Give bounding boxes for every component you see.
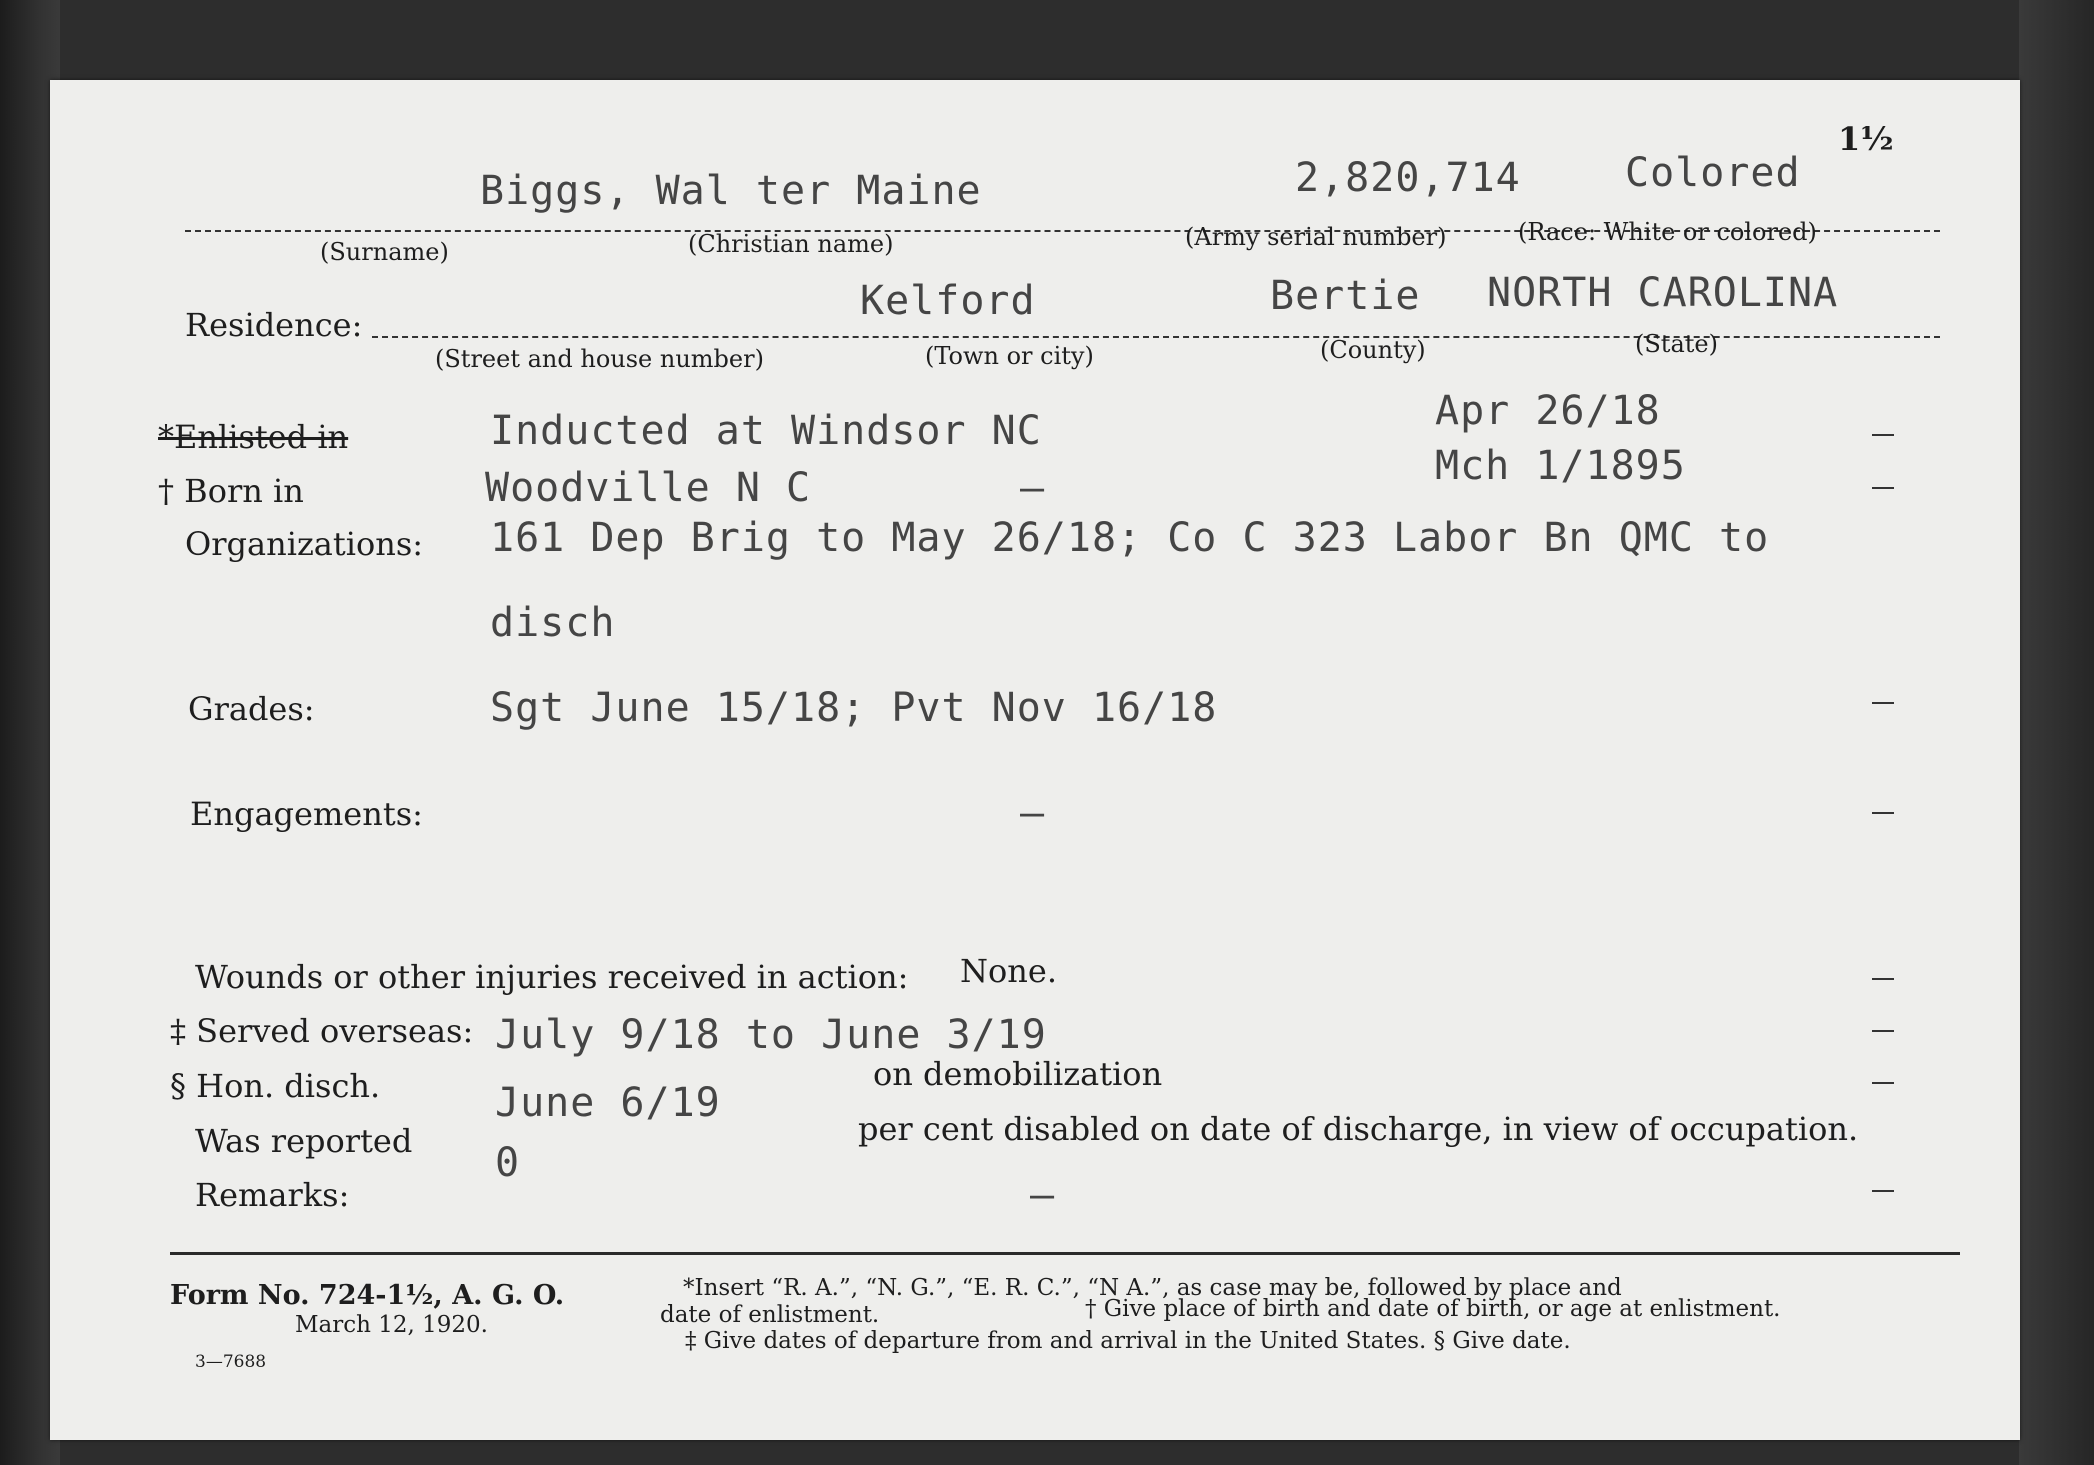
bleed-through-mark bbox=[550, 92, 1650, 122]
overseas-value: July 9/18 to June 3/19 bbox=[495, 1012, 1047, 1058]
remarks-value: – bbox=[1030, 1172, 1056, 1218]
overseas-dash bbox=[1872, 1030, 1894, 1032]
form-date: March 12, 1920. bbox=[295, 1312, 488, 1338]
engagements-label: Engagements: bbox=[190, 795, 423, 833]
remarks-label: Remarks: bbox=[195, 1176, 350, 1214]
wounds-value: None. bbox=[960, 952, 1057, 990]
caption-street: (Street and house number) bbox=[435, 345, 764, 373]
enlisted-date: Apr 26/18 bbox=[1435, 388, 1661, 434]
grades-dash bbox=[1872, 702, 1894, 704]
caption-christian-name: (Christian name) bbox=[688, 230, 894, 258]
organizations-line-2: disch bbox=[490, 600, 616, 646]
hon-disch-value: June 6/19 bbox=[495, 1080, 721, 1126]
caption-race: (Race: White or colored) bbox=[1518, 218, 1817, 246]
reported-text: per cent disabled on date of discharge, in view of occupation. bbox=[858, 1110, 1859, 1148]
hon-disch-dash bbox=[1872, 1082, 1894, 1084]
wounds-dash bbox=[1872, 978, 1894, 980]
residence-town: Kelford bbox=[860, 278, 1036, 324]
wounds-label: Wounds or other injuries received in action: bbox=[195, 958, 909, 996]
caption-state: (State) bbox=[1635, 330, 1718, 358]
enlisted-label: *Enlisted in bbox=[158, 418, 349, 456]
caption-surname: (Surname) bbox=[320, 238, 449, 266]
grades-value: Sgt June 15/18; Pvt Nov 16/18 bbox=[490, 685, 1218, 731]
organizations-line-1: 161 Dep Brig to May 26/18; Co C 323 Labor Bn QMC to bbox=[490, 515, 1770, 561]
footer-note-insert: *Insert “R. A.”, “N. G.”, “E. R. C.”, “N A.”, as case may be, followed by place and bbox=[683, 1275, 1622, 1301]
caption-serial-number: (Army serial number) bbox=[1185, 223, 1447, 251]
army-serial-number: 2,820,714 bbox=[1295, 155, 1521, 201]
residence-label: Residence: bbox=[185, 306, 363, 344]
fraction-mark: 1½ bbox=[1838, 120, 1894, 158]
born-date: Mch 1/1895 bbox=[1435, 443, 1686, 489]
hon-disch-note: on demobilization bbox=[873, 1055, 1163, 1093]
caption-town: (Town or city) bbox=[925, 342, 1094, 370]
footer-note-birth: † Give place of birth and date of birth, or age at enlistment. bbox=[1085, 1296, 1781, 1322]
form-number: Form No. 724-1½, A. G. O. bbox=[170, 1280, 565, 1311]
reported-value: 0 bbox=[495, 1140, 521, 1186]
print-code: 3—7688 bbox=[195, 1352, 267, 1372]
caption-county: (County) bbox=[1320, 336, 1426, 364]
soldier-name: Biggs, Wal ter Maine bbox=[480, 168, 982, 214]
enlisted-value: Inducted at Windsor NC bbox=[490, 408, 1042, 454]
engagements-value: – bbox=[1020, 790, 1046, 836]
service-record-card bbox=[50, 80, 2020, 1440]
overseas-label: ‡ Served overseas: bbox=[170, 1012, 474, 1050]
remarks-dash bbox=[1872, 1190, 1894, 1192]
residence-state: NORTH CAROLINA bbox=[1487, 270, 1839, 316]
footer-rule bbox=[170, 1252, 1960, 1255]
footer-note-date-of-enlistment: date of enlistment. bbox=[660, 1302, 880, 1328]
race-value: Colored bbox=[1625, 150, 1801, 196]
organizations-label: Organizations: bbox=[185, 525, 424, 563]
residence-county: Bertie bbox=[1270, 273, 1421, 319]
footer-note-overseas: ‡ Give dates of departure from and arrival in the United States. § Give date. bbox=[685, 1328, 1571, 1354]
born-label: † Born in bbox=[158, 472, 304, 510]
reported-label: Was reported bbox=[195, 1122, 413, 1160]
enlisted-dash bbox=[1872, 434, 1894, 436]
born-value: Woodville N C bbox=[485, 465, 812, 511]
scan-background-right bbox=[2019, 0, 2094, 1465]
engagements-dash bbox=[1872, 812, 1894, 814]
grades-label: Grades: bbox=[188, 690, 315, 728]
hon-disch-label: § Hon. disch. bbox=[170, 1067, 381, 1105]
born-dash: – bbox=[1020, 465, 1046, 511]
born-date-dash bbox=[1872, 487, 1894, 489]
